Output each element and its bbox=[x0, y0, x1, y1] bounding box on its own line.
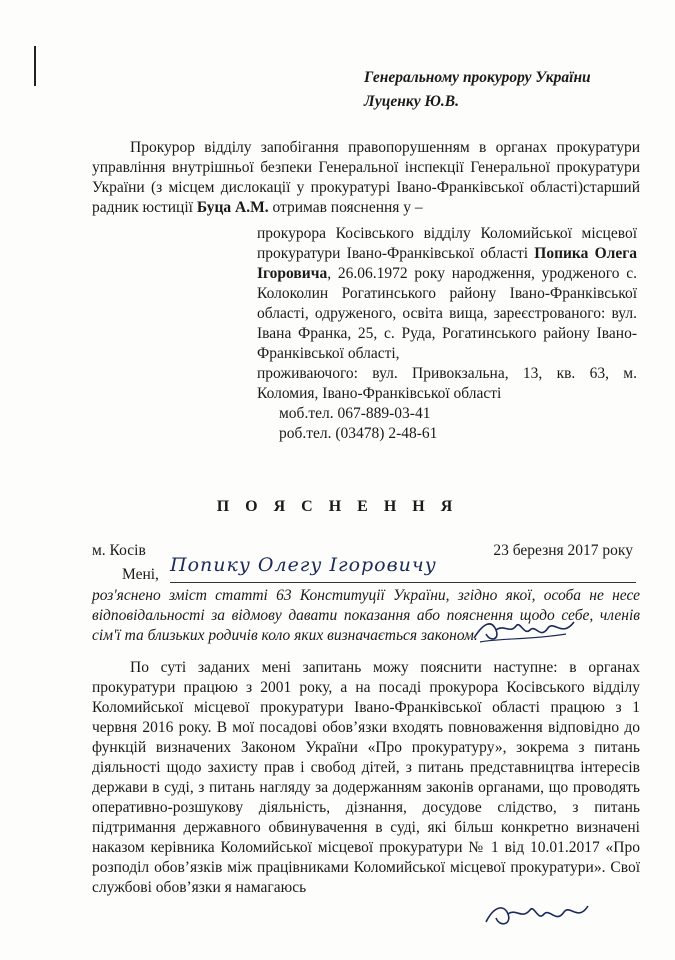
person-birth-details: , 26.06.1972 року народження, уродженого с. Колоколин Рогатинського району Івано-Франківської області, одруженого, освіта вища, зареєстрованого: вул. Івана Франка, 25, с. Руда, Рогатинського району Івано-Франківської області, bbox=[257, 265, 637, 362]
person-work-phone: роб.тел. (03478) 2-48-61 bbox=[279, 425, 438, 442]
person-mobile: моб.тел. 067-889-03-41 bbox=[279, 405, 431, 422]
explanation-body bbox=[92, 658, 640, 898]
person-residence: проживаючого: вул. Привокзальна, 13, кв. 63, м. Коломия, Івано-Франківської області bbox=[257, 365, 637, 402]
rights-notice: роз'яснено зміст статті 63 Конституції України, згідно якої, особа не несе відповідальності за відмову давати показання або пояснення щодо себе, членів сім'ї та близьких родичів коло яких визначається законом. bbox=[92, 587, 640, 644]
document-heading: П О Я С Н Е Н Н Я bbox=[216, 498, 459, 515]
intro-text-start: Прокурор відділу запобігання правопорушенням в органах прокуратури управління внутрішньої безпеки Генеральної інспекції Генеральної прокуратури України (з місцем дислокації у прокуратурі Івано-Франківської області)старший радник юстиції bbox=[92, 139, 640, 216]
addressee-title: Генеральному прокурору України bbox=[364, 69, 591, 86]
intro-official-name: Буца А.М. bbox=[196, 199, 269, 216]
intro-paragraph bbox=[92, 138, 640, 218]
mene-label: Мені, bbox=[122, 566, 159, 583]
person-position: прокурора Косівського відділу Коломийської місцевої прокуратури Івано-Франківської області bbox=[257, 225, 637, 262]
handwritten-name: Попику Олегу Ігоровичу bbox=[170, 554, 437, 576]
addressee-block bbox=[364, 66, 591, 114]
place: м. Косів bbox=[92, 542, 146, 559]
signature-icon bbox=[470, 612, 580, 648]
date: 23 березня 2017 року bbox=[493, 542, 633, 559]
name-fill-line bbox=[170, 582, 636, 583]
intro-text-end: отримав пояснення у – bbox=[268, 199, 423, 216]
person-name: Попика Олега Ігоровича bbox=[257, 245, 638, 282]
signature-bottom-icon bbox=[482, 898, 592, 934]
person-details bbox=[257, 224, 637, 444]
explanation-text: По суті заданих мені запитань можу пояснити наступне: в органах прокуратури працюю з 2001 року, а на посаді прокурора Косівського відділу Коломийської місцевої прокуратури Івано-Франківської області працюю з 1 червня 2016 року. В мої посадові обов’язки входять повноваження відповідно до функцій визначених Законом України «Про прокуратуру», зокрема з питань діяльності щодо захисту прав і свобод дітей, з питань представництва інтересів держави в суді, з питань нагляду за додержанням законів органами, що проводять оперативно-розшукову діяльність, дізнання, досудове слідство, з питань підтримання державного обвинувачення в суді, які більш конкретно визначені наказом керівника Коломийської місцевої прокуратури № 1 від 10.01.2017 «Про розподіл обов’язків між працівниками Коломийської місцевої прокуратури». Свої службові обов’язки я намагаюсь bbox=[92, 659, 640, 896]
margin-mark bbox=[34, 46, 36, 86]
addressee-name: Луценку Ю.В. bbox=[364, 93, 459, 110]
